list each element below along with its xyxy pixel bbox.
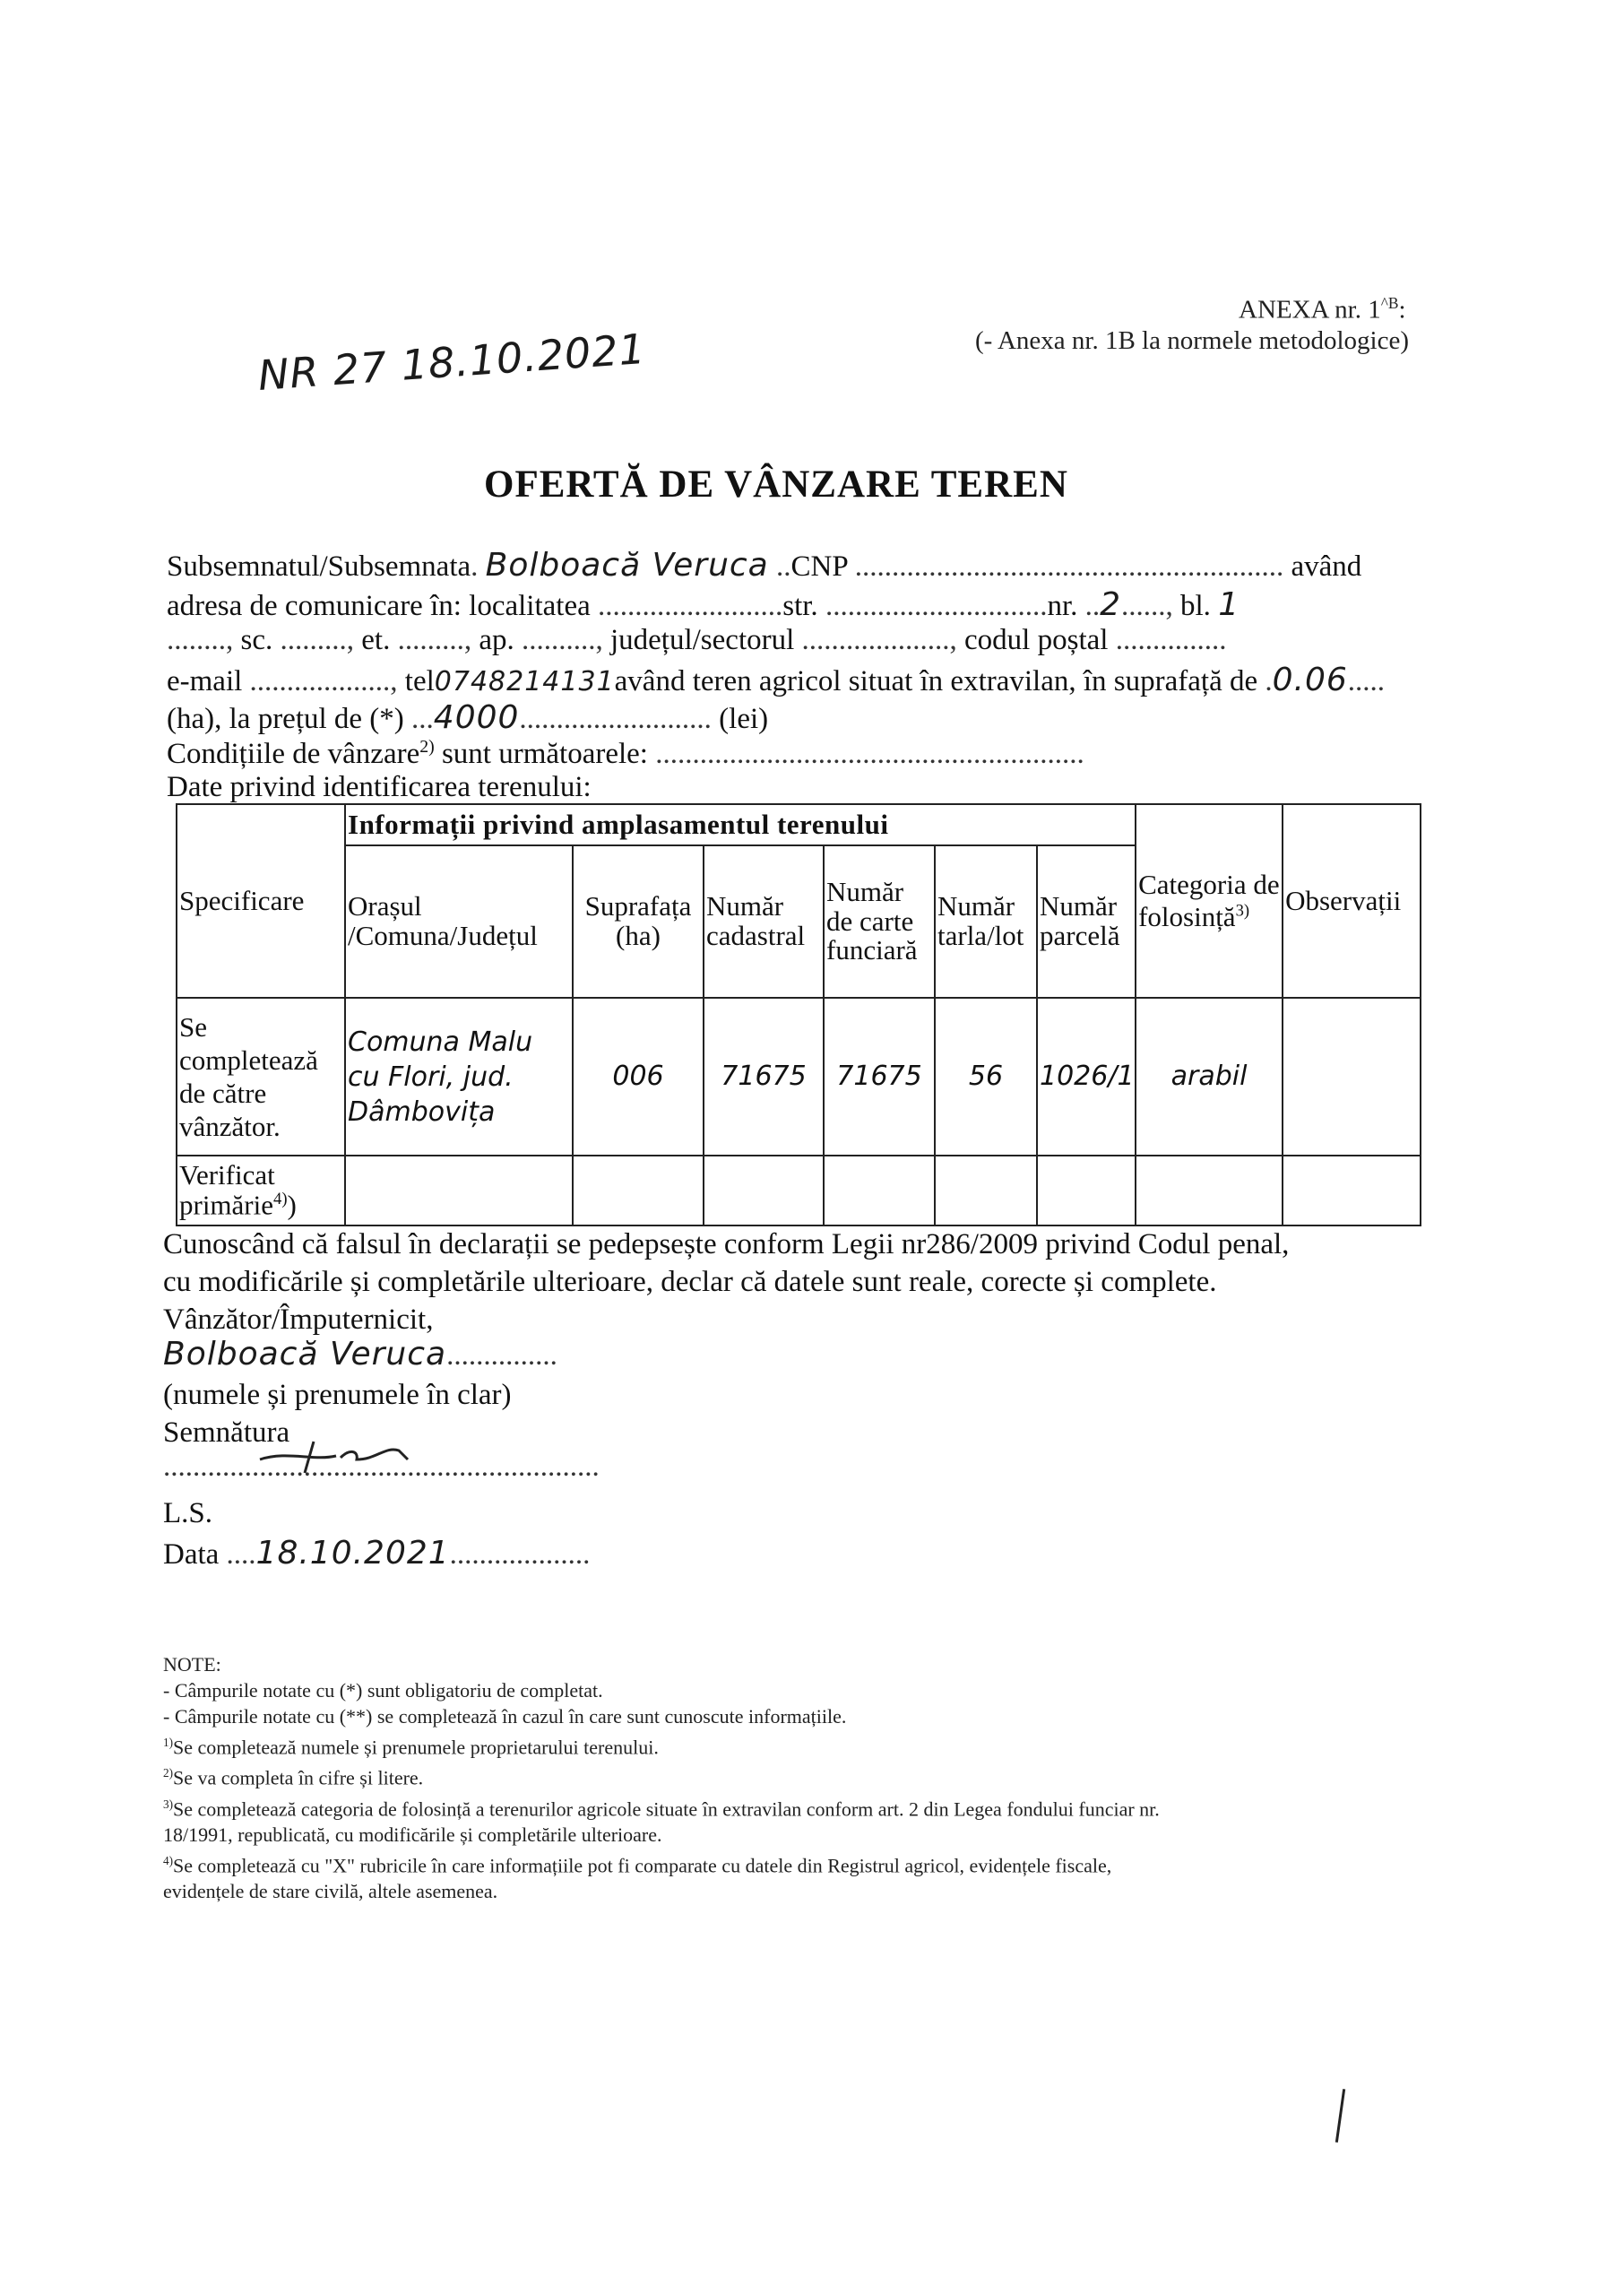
area-handwritten: 0.06 [1272, 662, 1348, 698]
row-seller-carte: 71675 [824, 998, 935, 1156]
form-line-5: (ha), la prețul de (*) ...4000.......................... (lei) [167, 699, 769, 736]
col-specificare: Specificare [177, 804, 345, 998]
row-seller-observatii [1283, 998, 1421, 1156]
declaration-line-1: Cunoscând că falsul în declarații se pedepsește conform Legii nr286/2009 privind Codul penal, [163, 1228, 1290, 1260]
note-6: $^{4)}$Se completează cu "X" rubricile în care informațiile pot fi comparate cu datele din Registrul agricol, evidențele fiscale, [163, 1853, 1112, 1877]
col-oras: Orașul /Comuna/Județul [345, 845, 573, 998]
row-seller-label: Se completează de către vânzător. [177, 998, 345, 1156]
form-line-1: Subsemnatul/Subsemnata. Bolboacă Veruca ..CNP .......................................................... având [167, 547, 1362, 584]
note-6-cont: evidențele de stare civilă, altele asemenea. [163, 1880, 498, 1903]
notes-block [163, 1651, 1160, 1904]
seller-label: Vânzător/Împuternicit, [163, 1303, 434, 1336]
col-cadastral: Număr cadastral [704, 845, 824, 998]
note-2: - Câmpurile notate cu (**) se completează în cazul în care sunt cunoscute informațiile. [163, 1705, 847, 1728]
group-header: Informații privind amplasamentul terenului [345, 804, 1136, 845]
price-handwritten: 4000 [433, 699, 520, 736]
annex-label: ANEXA nr. $1^{\^{}B}$: [1239, 294, 1406, 325]
seller-name-line: Bolboacă Veruca............... [163, 1336, 557, 1373]
row-verificat-label: Verificat primărie$^{4)}$) [177, 1156, 345, 1225]
phone-handwritten: 0748214131 [434, 666, 615, 697]
row-seller-cadastral: 71675 [704, 998, 824, 1156]
note-4: $^{2)}$Se va completa în cifre și litere. [163, 1766, 424, 1789]
note-3: $^{1)}$Se completează numele și prenumele proprietarului terenului. [163, 1736, 659, 1759]
notes-title: NOTE: [163, 1653, 221, 1676]
form-line-7: Date privind identificarea terenului: [167, 771, 592, 803]
form-line-4: e-mail ..................., tel0748214131având teren agricol situat în extravilan, în suprafață de .0.06..... [167, 662, 1386, 698]
date-handwritten: 18.10.2021 [255, 1535, 450, 1572]
form-line-6: Condițiile de vânzare$^{2)}$ sunt următoarele: .......................................................... [167, 737, 1084, 770]
form-line-2: adresa de comunicare în: localitatea .........................str. ..............................nr. ..2......, bl. 1 [167, 586, 1240, 623]
col-categoria: Categoria de folosință$^{3)}$ [1136, 804, 1283, 998]
col-tarla: Număr tarla/lot [935, 845, 1037, 998]
note-5: $^{3)}$Se completează categoria de folosință a terenurilor agricole situate în extravilan conform art. 2 din Legea fondului funciar nr. [163, 1797, 1160, 1820]
ls-label: L.S. [163, 1497, 213, 1529]
col-suprafata: Suprafața (ha) [573, 845, 704, 998]
row-seller-suprafata: 006 [573, 998, 704, 1156]
signature-label: Semnătura [163, 1416, 290, 1449]
declaration-line-2: cu modificările și completările ulterioare, declar că datele sunt reale, corecte și complete. [163, 1266, 1217, 1298]
owner-name-handwritten: Bolboacă Veruca [485, 547, 769, 584]
land-info-table [176, 803, 1421, 1226]
seller-name-handwritten: Bolboacă Veruca [163, 1336, 447, 1373]
col-carte: Număr de carte funciară [824, 845, 935, 998]
form-line-3: ........, sc. ........., et. ........., ap. .........., județul/sectorul ...................., codul poștal ............... [167, 624, 1227, 656]
date-line: Data ....18.10.2021................... [163, 1535, 591, 1572]
registration-number: NR 27 18.10.2021 [256, 324, 648, 400]
scan-mark [1335, 2089, 1345, 2143]
row-seller-tarla: 56 [935, 998, 1037, 1156]
name-caption: (numele și prenumele în clar) [163, 1379, 512, 1411]
row-seller-parcela: 1026/1 [1037, 998, 1136, 1156]
annex-subtitle: (- Anexa nr. 1B la normele metodologice) [975, 326, 1409, 355]
note-1: - Câmpurile notate cu (*) sunt obligatoriu de completat. [163, 1679, 603, 1702]
col-observatii: Observații [1283, 804, 1421, 998]
note-5-cont: 18/1991, republicată, cu modificările și completările ulterioare. [163, 1823, 662, 1846]
col-parcela: Număr parcelă [1037, 845, 1136, 998]
page-title: OFERTĂ DE VÂNZARE TEREN [484, 463, 1068, 506]
signature-dots: ........................................................... [163, 1451, 600, 1483]
row-seller-oras: Comuna Malu cu Flori, jud. Dâmbovița [345, 998, 573, 1156]
row-seller-categoria: arabil [1136, 998, 1283, 1156]
